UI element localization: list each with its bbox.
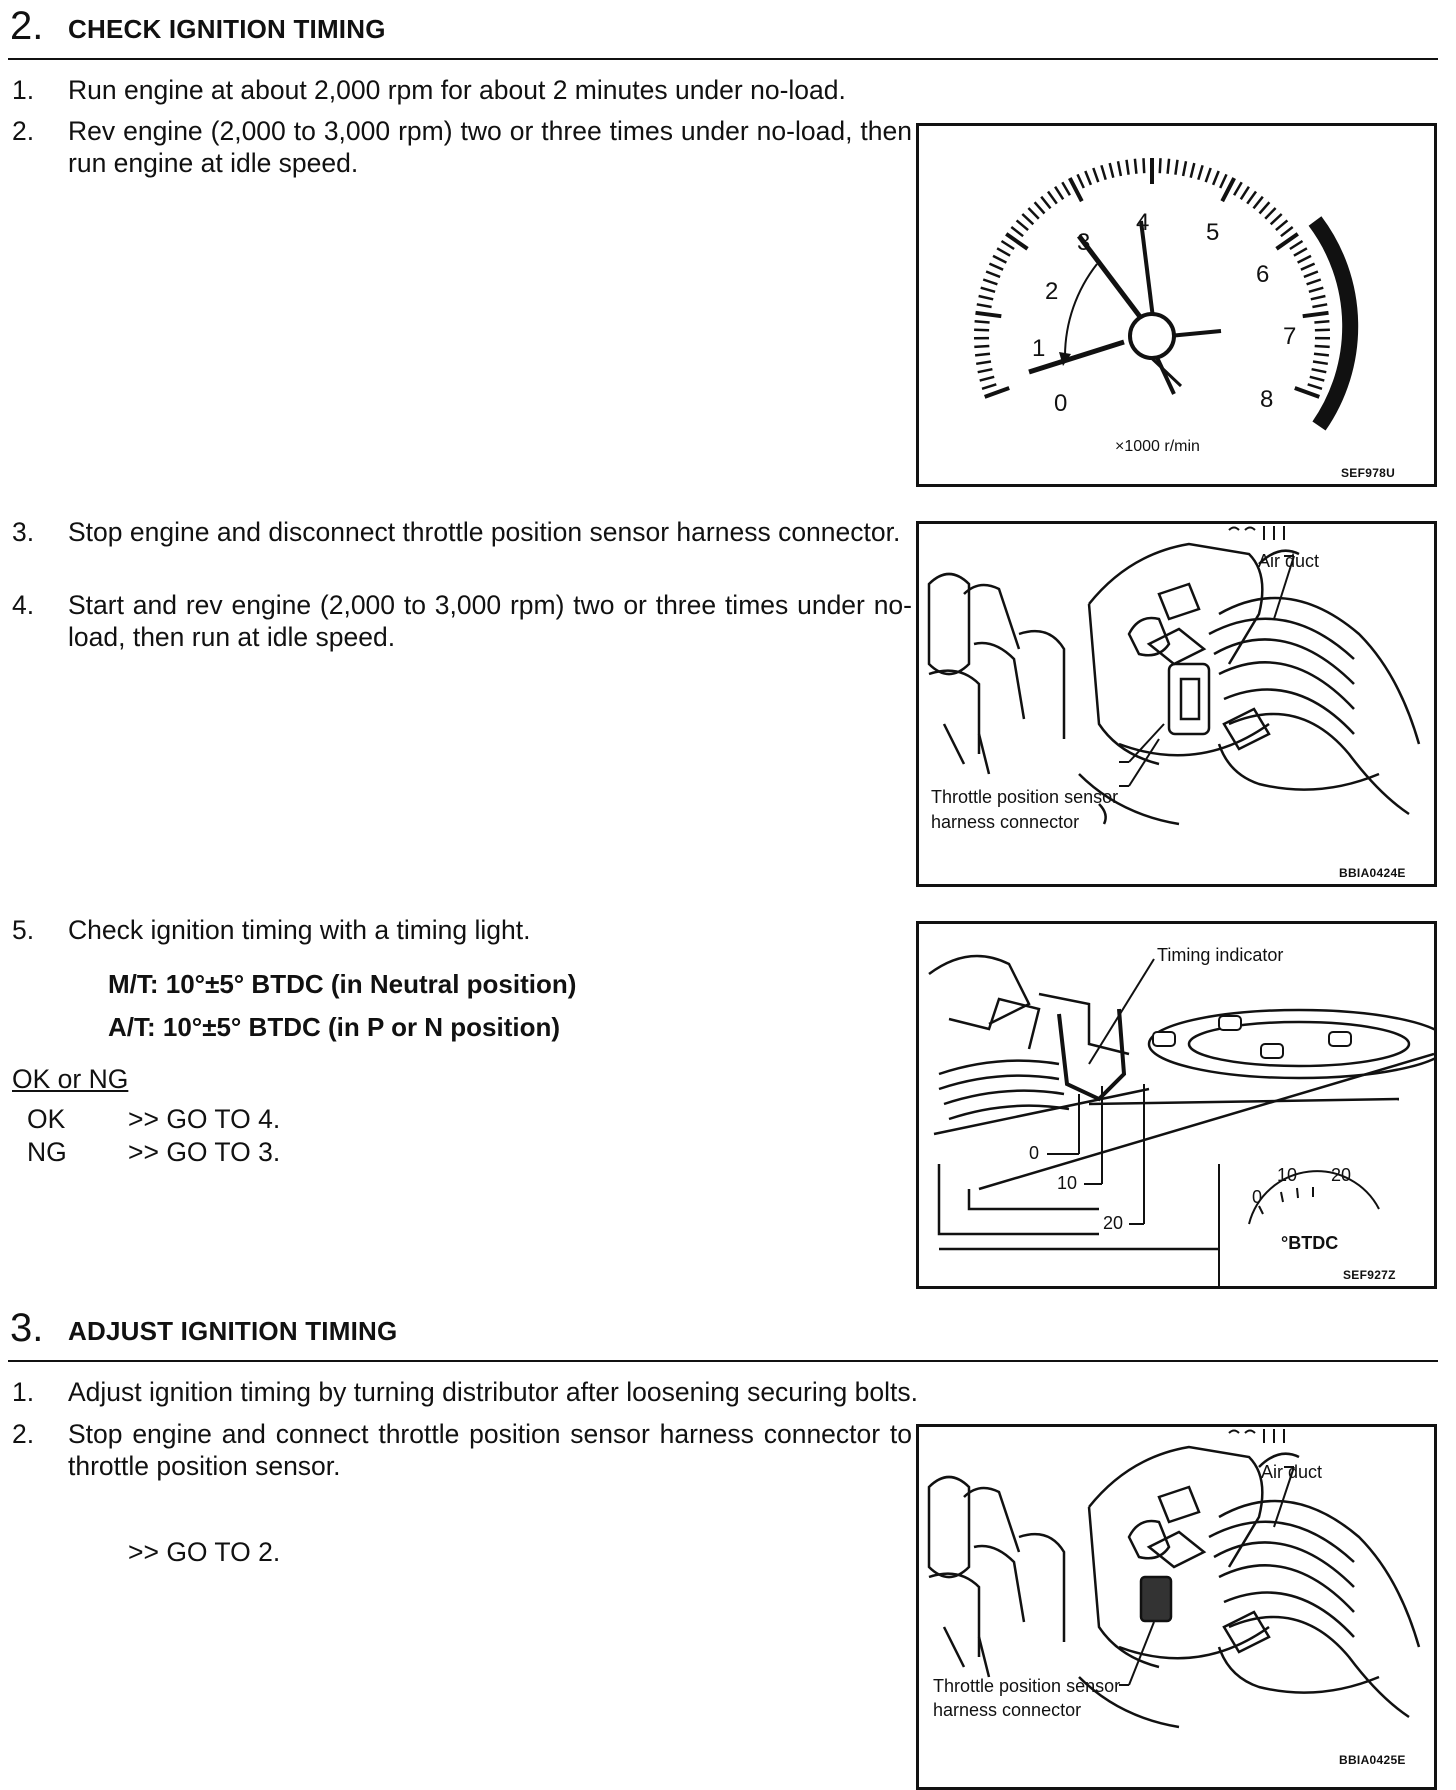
section-3-title: ADJUST IGNITION TIMING [68, 1316, 397, 1346]
step-number: 2. [12, 115, 62, 147]
step-text: Run engine at about 2,000 rpm for about 2 minutes under no-load. [68, 74, 1108, 106]
sensor-connect-figure [916, 1424, 1437, 1790]
step-2-3 [12, 516, 902, 586]
ok-label: OK [27, 1103, 65, 1135]
minor-tick [1002, 241, 1015, 249]
minor-tick [1247, 192, 1256, 204]
minor-tick [1312, 304, 1327, 307]
step-number: 4. [12, 589, 62, 621]
major-tick [1295, 388, 1320, 397]
connector-leader [1129, 724, 1164, 762]
step-text: Rev engine (2,000 to 3,000 rpm) two or three times under no-load, then run engine at idle speed. [68, 115, 912, 179]
minor-tick [1260, 202, 1270, 213]
connector-leader [1129, 1622, 1154, 1685]
scale-1: 1 [1032, 338, 1045, 360]
goto-action: >> GO TO 2. [128, 1536, 280, 1568]
connector-label-line2: harness connector [931, 811, 1079, 833]
inset-10-label: 10 [1277, 1164, 1297, 1186]
air-duct-label: Air duct [1258, 550, 1319, 572]
minor-tick [1308, 384, 1322, 389]
minor-tick [1213, 171, 1219, 185]
minor-tick [1281, 227, 1293, 236]
minor-tick [1313, 362, 1328, 364]
needle-vertical [1141, 221, 1154, 326]
timing-indicator-label: Timing indicator [1157, 944, 1283, 966]
sensor-disconnect-figure [916, 521, 1437, 887]
minor-tick [1175, 160, 1177, 175]
section-3-rule [8, 1360, 1438, 1362]
scale-2: 2 [1045, 281, 1058, 303]
minor-tick [1307, 280, 1321, 285]
minor-tick [1276, 220, 1288, 230]
step-text: Adjust ignition timing by turning distributor after loosening securing bolts. [68, 1376, 1108, 1408]
minor-tick [993, 256, 1006, 263]
minor-tick [975, 321, 990, 322]
minor-tick [1311, 296, 1326, 299]
minor-tick [1314, 354, 1329, 356]
step-number: 5. [12, 914, 62, 946]
minor-tick [1315, 346, 1330, 347]
minor-tick [1078, 174, 1084, 188]
tachometer-ticks [974, 158, 1330, 397]
minor-tick [1191, 163, 1195, 178]
ng-action: >> GO TO 3. [128, 1136, 280, 1168]
section-2-number: 2. [10, 6, 43, 46]
spec-at: A/T: 10°±5° BTDC (in P or N position) [108, 1011, 560, 1043]
section-3-number: 3. [10, 1308, 43, 1348]
step-2-2 [12, 115, 902, 185]
minor-tick [1093, 168, 1098, 182]
inset-20-label: 20 [1331, 1164, 1351, 1186]
minor-tick [1183, 161, 1186, 176]
minor-tick [1312, 369, 1327, 372]
minor-tick [975, 354, 990, 356]
step-2-4 [12, 589, 902, 659]
section-2-rule [8, 58, 1438, 60]
minor-tick [1309, 288, 1323, 292]
minor-tick [1294, 248, 1307, 255]
connector-label-line2: harness connector [933, 1699, 1081, 1721]
step-number: 1. [12, 74, 62, 106]
minor-tick [981, 288, 995, 292]
step-number: 2. [12, 1418, 62, 1450]
step-3-1 [12, 1376, 1112, 1410]
step-number: 1. [12, 1376, 62, 1408]
inset-tick-10 [1297, 1188, 1298, 1198]
minor-tick [979, 296, 994, 299]
minor-tick [1206, 168, 1211, 182]
minor-tick [1127, 160, 1129, 175]
major-tick [976, 313, 1002, 316]
figure-caption: BBIA0424E [1339, 866, 1406, 880]
minor-tick [1310, 377, 1325, 381]
redline-arc [1315, 221, 1350, 426]
minor-tick [1301, 264, 1315, 270]
sweep-arrow [1065, 264, 1097, 356]
section-2-title: CHECK IGNITION TIMING [68, 14, 386, 44]
minor-tick [986, 272, 1000, 277]
minor-tick [1168, 159, 1170, 174]
minor-tick [1028, 208, 1038, 219]
scale-7: 7 [1283, 326, 1296, 348]
ok-ng-heading: OK or NG [12, 1063, 128, 1095]
minor-tick [1234, 182, 1242, 195]
minor-tick [1101, 165, 1105, 179]
step-number: 3. [12, 516, 62, 548]
step-2-5 [12, 914, 902, 948]
minor-tick [989, 264, 1003, 270]
mark-20-label: 20 [1103, 1212, 1123, 1234]
tachometer-unit: ×1000 r/min [1115, 436, 1200, 458]
spec-mt: M/T: 10°±5° BTDC (in Neutral position) [108, 968, 576, 1000]
minor-tick [974, 330, 989, 331]
step-text: Stop engine and connect throttle position sensor harness connector to throttle position sensor. [68, 1418, 912, 1482]
step-3-2 [12, 1418, 902, 1488]
minor-tick [1254, 197, 1263, 209]
throttle-body-drawing [919, 1427, 1434, 1787]
minor-tick [1135, 159, 1137, 174]
minor-tick [1160, 158, 1161, 173]
scale-5: 5 [1206, 222, 1219, 244]
minor-tick [1315, 330, 1330, 331]
minor-tick [1314, 321, 1329, 322]
inset-0-label: 0 [1252, 1186, 1262, 1208]
major-tick [985, 388, 1010, 397]
minor-tick [976, 362, 991, 364]
minor-tick [1035, 202, 1045, 213]
minor-tick [1048, 192, 1057, 204]
minor-tick [982, 384, 996, 389]
minor-tick [974, 346, 989, 347]
minor-tick [1144, 158, 1145, 173]
minor-tick [1011, 227, 1023, 236]
minor-tick [1290, 241, 1303, 249]
air-duct-label: Air duct [1261, 1461, 1322, 1483]
figure-caption: SEF927Z [1343, 1268, 1396, 1282]
figure-caption: SEF978U [1341, 466, 1395, 480]
scale-8: 8 [1260, 389, 1273, 411]
needle-hub [1130, 314, 1174, 358]
mark-10-label: 10 [1057, 1172, 1077, 1194]
tachometer-drawing [919, 126, 1434, 484]
step-text: Start and rev engine (2,000 to 3,000 rpm) two or three times under no-load, then run at idle speed. [68, 589, 912, 653]
minor-tick [1017, 220, 1029, 230]
scale-4: 4 [1136, 212, 1149, 234]
major-tick [1303, 313, 1329, 316]
connector-label-line1: Throttle position sensor [933, 1675, 1120, 1697]
minor-tick [1198, 165, 1202, 179]
minor-tick [980, 377, 995, 381]
ng-label: NG [27, 1136, 67, 1168]
minor-tick [983, 280, 997, 285]
step-text: Check ignition timing with a timing light. [68, 914, 912, 946]
timing-indicator-figure [916, 921, 1437, 1289]
minor-tick [1220, 174, 1226, 188]
minor-tick [1265, 208, 1275, 219]
step-2-1 [12, 74, 1112, 108]
scale-0: 0 [1054, 393, 1067, 415]
scale-6: 6 [1256, 264, 1269, 286]
mark-0-label: 0 [1029, 1142, 1039, 1164]
scale-3: 3 [1077, 232, 1090, 254]
timing-drawing [919, 924, 1434, 1286]
minor-tick [1062, 182, 1070, 195]
minor-tick [1241, 187, 1249, 200]
needle-right [1169, 331, 1221, 336]
minor-tick [1055, 187, 1063, 200]
figure-caption: BBIA0425E [1339, 1753, 1406, 1767]
minor-tick [1298, 256, 1311, 263]
minor-tick [997, 248, 1010, 255]
minor-tick [1304, 272, 1318, 277]
tachometer-figure [916, 123, 1437, 487]
minor-tick [1110, 163, 1114, 178]
minor-tick [978, 369, 993, 372]
inset-tick-5 [1281, 1192, 1283, 1202]
minor-tick [1118, 161, 1121, 176]
minor-tick [1041, 197, 1050, 209]
minor-tick [1022, 214, 1033, 224]
ok-action: >> GO TO 4. [128, 1103, 280, 1135]
step-text: Stop engine and disconnect throttle position sensor harness connector. [68, 516, 912, 548]
connector-label-line1: Throttle position sensor [931, 786, 1118, 808]
minor-tick [1085, 171, 1091, 185]
minor-tick [1271, 214, 1282, 224]
minor-tick [977, 304, 992, 307]
inset-unit-label: °BTDC [1281, 1232, 1338, 1254]
